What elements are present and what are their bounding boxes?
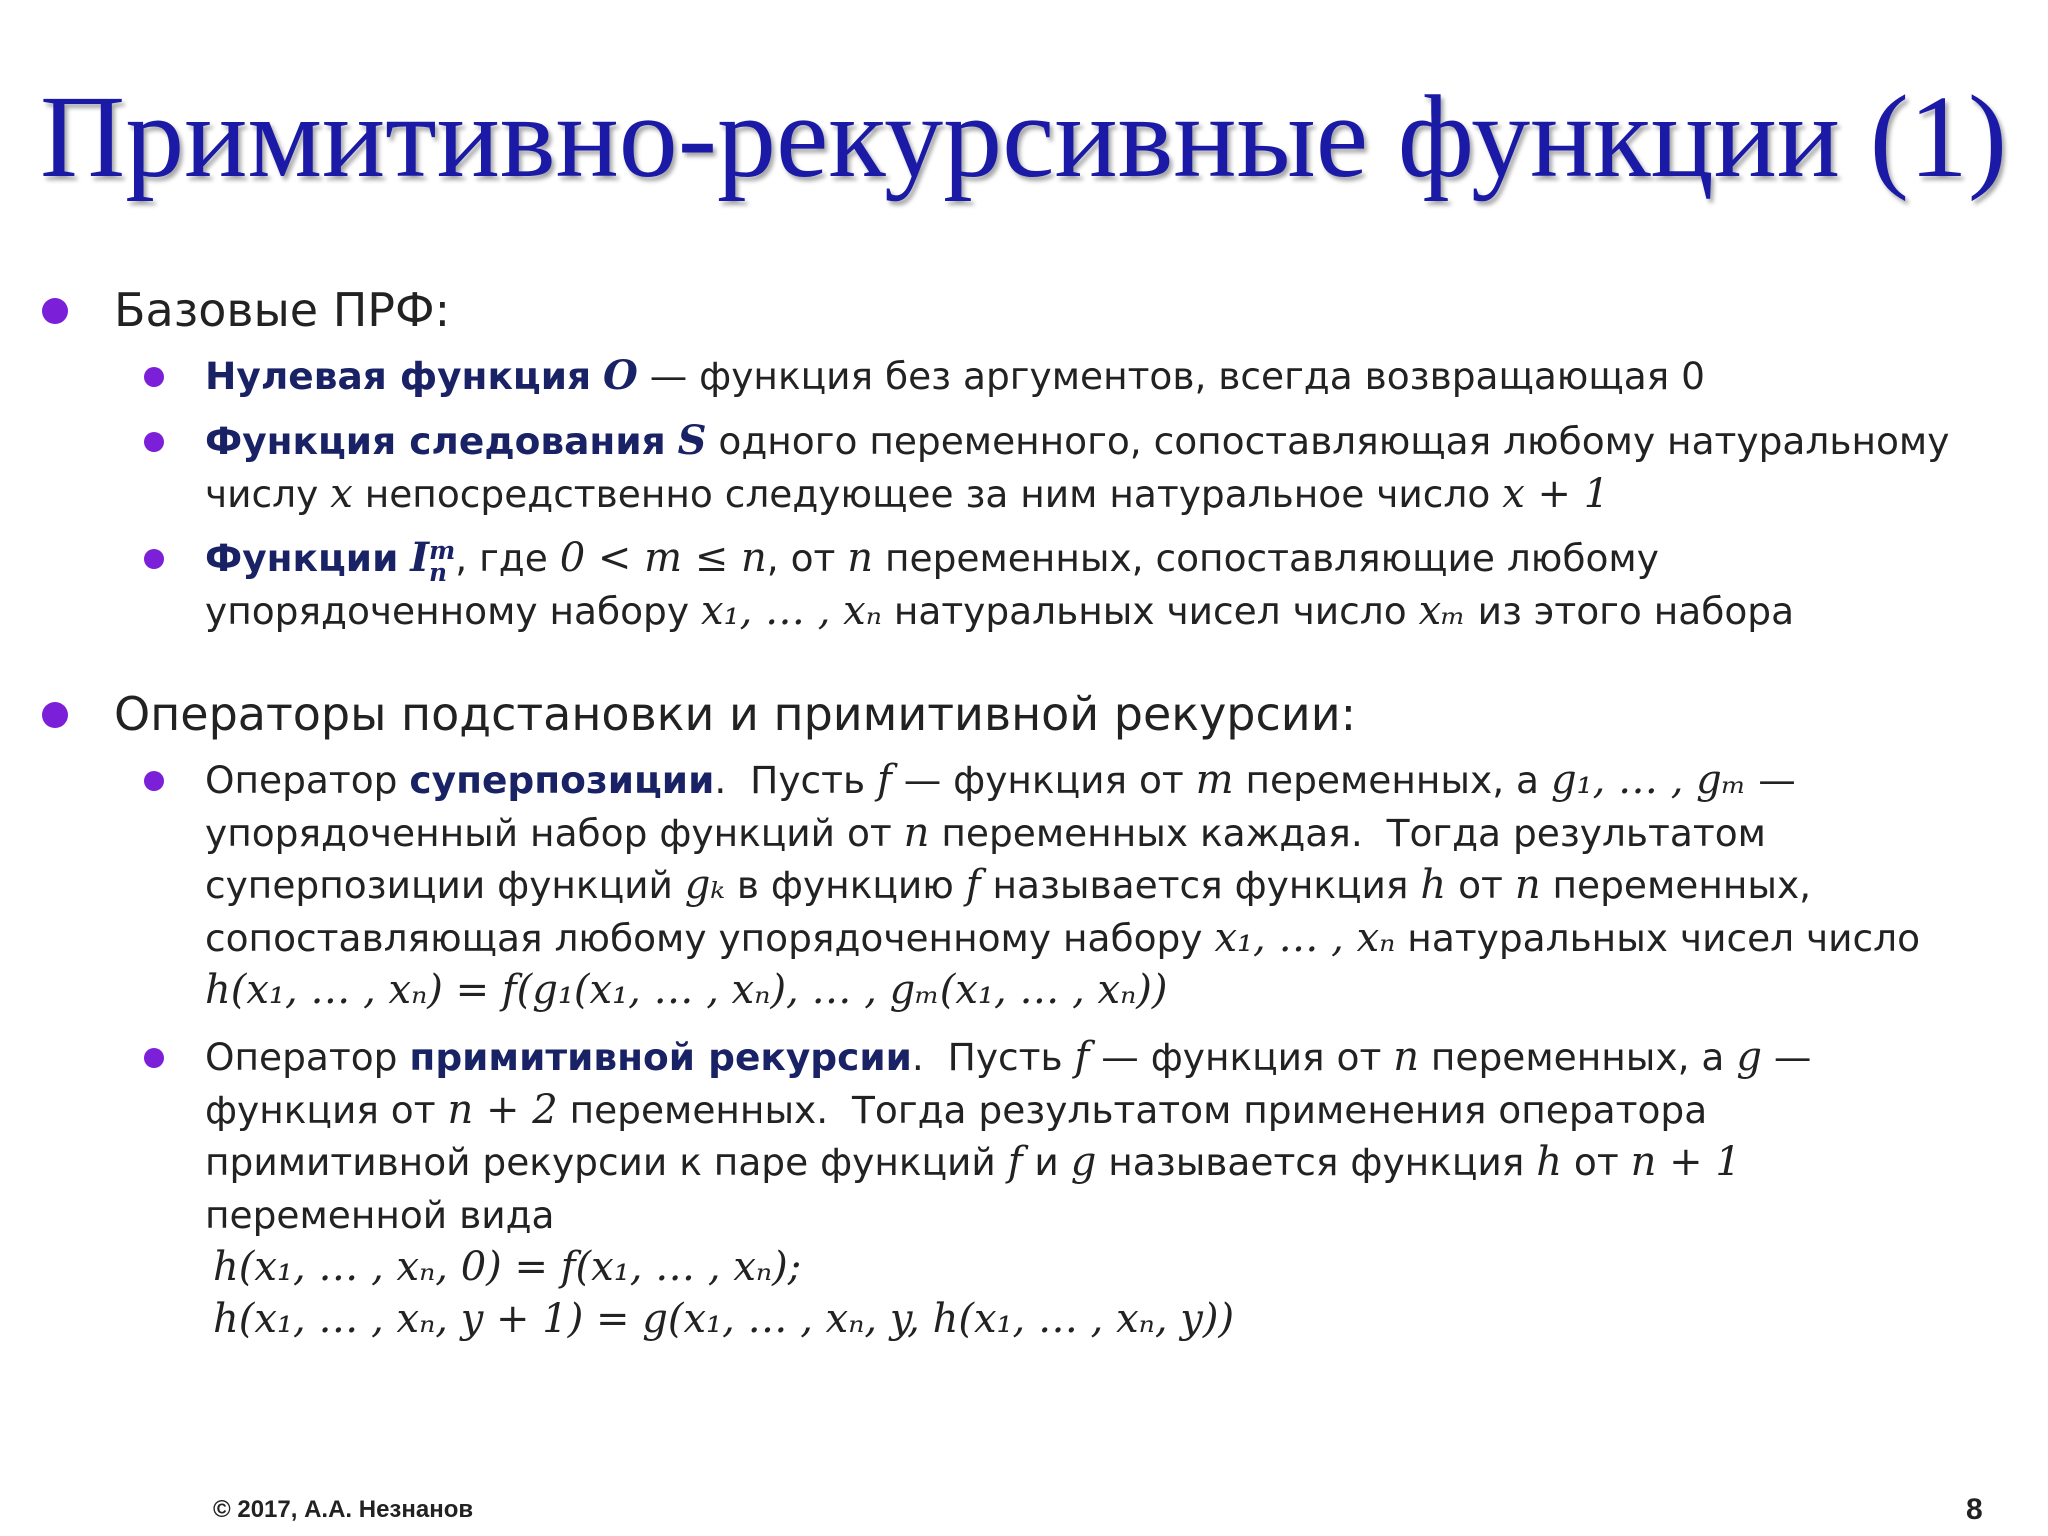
zero-function-description: — функция без аргументов, всегда возвращающая 0: [649, 354, 1706, 398]
superposition-line-1: [205, 754, 2025, 807]
successor-text-1: одного переменного, сопоставляющая любому натуральному: [718, 419, 1950, 463]
index-sub: n: [428, 558, 448, 587]
symbol-I-indices: [428, 535, 456, 587]
footer-copyright: © 2017, А.А. Незнанов: [213, 1496, 474, 1523]
var-x: x: [330, 470, 353, 517]
bullet-dot: [144, 549, 164, 569]
expr-n-plus-1: n + 1: [1630, 1139, 1741, 1185]
punct: . Пусть: [714, 758, 877, 802]
var-f: f: [1007, 1139, 1023, 1185]
var-h: h: [1420, 862, 1447, 908]
projection-text-1: переменных, сопоставляющие любому: [884, 536, 1659, 580]
recursion-formula-base: h(x₁, … , xₙ, 0) = f(x₁, … , xₙ);: [213, 1244, 802, 1290]
var-n: n: [1514, 862, 1541, 908]
superposition-line-4: сопоставляющая любому упорядоченному набору x₁, … , xₙ натуральных чисел число: [205, 914, 1921, 961]
projection-text-2a: упорядоченному набору: [205, 588, 690, 633]
symbol-S: S: [677, 417, 707, 464]
text-where: , где: [455, 536, 548, 580]
var-f: f: [1074, 1034, 1090, 1080]
recursion-line-4: переменной вида: [205, 1192, 555, 1237]
term-zero-function: Нулевая функция: [205, 354, 592, 398]
recursion-formula-step: h(x₁, … , xₙ, y + 1) = g(x₁, … , xₙ, y, h(x₁, … , xₙ, y)): [213, 1296, 1235, 1342]
expr-x-plus-1: x + 1: [1502, 470, 1610, 517]
slide-title: Примитивно-рекурсивные функции (1): [40, 71, 2008, 202]
superposition-line-2: упорядоченный набор функций от n переменных каждая. Тогда результатом: [205, 809, 1766, 856]
var-g: g: [1736, 1034, 1762, 1080]
text-from: , от: [766, 536, 836, 580]
term-primitive-recursion: примитивной рекурсии: [409, 1035, 912, 1079]
var-f: f: [965, 862, 981, 908]
superposition-line-3: суперпозиции функций gₖ в функцию f называется функция h от n переменных,: [205, 862, 1812, 908]
expr-n-plus-2: n + 2: [447, 1086, 558, 1133]
term-successor-function: Функция следования: [205, 419, 666, 463]
tuple-x: x₁, … , xₙ: [1214, 914, 1396, 961]
superposition-formula: h(x₁, … , xₙ) = f(g₁(x₁, … , xₙ), … , gₘ(x₁, … , xₙ)): [205, 967, 1168, 1013]
text: переменных, а: [1233, 758, 1551, 802]
superposition-word-operator: Оператор: [205, 758, 398, 802]
bullet-dot: [42, 298, 68, 324]
bullet-dot: [42, 702, 68, 728]
var-f: f: [877, 757, 892, 803]
bullet-dot: [144, 432, 164, 452]
text: — функция от: [891, 758, 1196, 802]
term-superposition: суперпозиции: [409, 758, 715, 802]
successor-text-2a: числу: [205, 471, 319, 516]
section-heading-base: Базовые ПРФ:: [114, 283, 451, 337]
var-gk: gₖ: [684, 862, 725, 908]
text: —: [1746, 758, 1796, 802]
var-xm: xₘ: [1418, 587, 1466, 634]
page-number: 8: [1966, 1493, 1983, 1526]
condition-m-n: 0 < m ≤ n: [559, 535, 767, 581]
successor-text-2b: непосредственно следующее за ним натуральное число: [364, 471, 1491, 516]
var-n: n: [903, 809, 930, 856]
symbol-O: O: [602, 352, 638, 399]
var-n: n: [847, 535, 874, 581]
bullet-dot: [144, 367, 164, 387]
recursion-line-2: функция от n + 2 переменных. Тогда результатом применения оператора: [205, 1086, 1708, 1133]
superposition-text: [205, 754, 2025, 1017]
symbol-I: I: [410, 534, 429, 581]
var-h: h: [1536, 1139, 1562, 1185]
var-m: m: [1195, 757, 1234, 803]
tuple-g: g₁, … , gₘ: [1550, 757, 1747, 803]
recursion-text: [205, 1031, 2025, 1241]
var-n: n: [1393, 1034, 1419, 1080]
index-sup: m: [428, 535, 456, 565]
projection-text-2c: из этого набора: [1477, 588, 1795, 633]
bullet-dot: [144, 771, 164, 791]
projection-text-2b: натуральных чисел число: [893, 588, 1407, 633]
var-g: g: [1070, 1139, 1097, 1185]
bullet-dot: [144, 1048, 164, 1068]
section-heading-operators: Операторы подстановки и примитивной рекурсии:: [114, 687, 1357, 741]
term-projection: Функции: [205, 536, 399, 580]
tuple-x: x₁, … , xₙ: [700, 587, 882, 634]
recursion-line-1: Оператор примитивной рекурсии. Пусть f — функция от n переменных, а g —: [205, 1034, 1812, 1080]
recursion-line-3: примитивной рекурсии к паре функций f и g называется функция h от n + 1: [205, 1139, 1741, 1185]
